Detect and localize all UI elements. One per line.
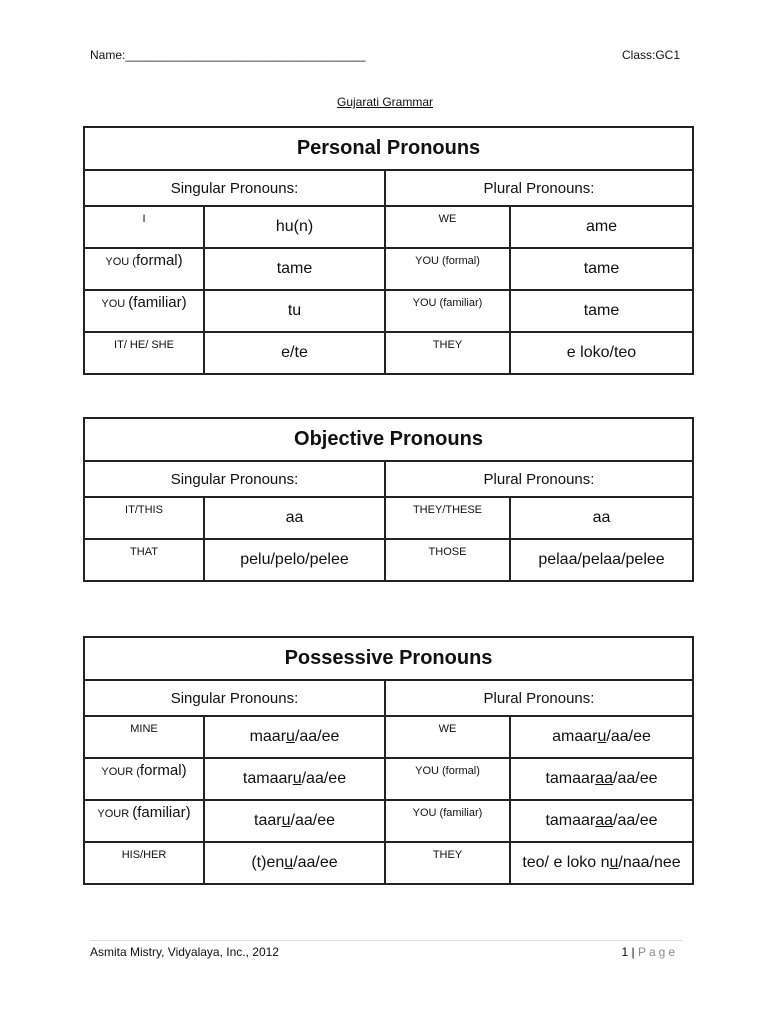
english-cell: THAT bbox=[84, 539, 204, 581]
class-label: Class:GC1 bbox=[621, 48, 680, 62]
english-cell: MINE bbox=[84, 716, 204, 758]
gujarati-part: /aa/ee bbox=[613, 770, 658, 787]
gujarati-cell: pelaa/pelaa/pelee bbox=[510, 539, 693, 581]
gujarati-part: tamaar bbox=[242, 770, 293, 787]
gujarati-part: /naa/nee bbox=[618, 854, 681, 871]
english-cell: YOU (formal) bbox=[385, 758, 510, 800]
gujarati-cell bbox=[510, 758, 693, 800]
gujarati-part: (t)en bbox=[251, 854, 285, 871]
page-word: Page bbox=[637, 945, 678, 959]
table-row bbox=[84, 332, 693, 374]
footer-credit: Asmita Mistry, Vidyalaya, Inc., 2012 bbox=[90, 945, 279, 959]
gujarati-cell bbox=[510, 842, 693, 884]
name-field-label: Name:____________________________________ bbox=[90, 48, 366, 62]
gujarati-underlined: u bbox=[292, 770, 302, 787]
gujarati-underlined: aa bbox=[595, 770, 614, 787]
table-title: Personal Pronouns bbox=[84, 127, 693, 170]
gujarati-underlined: u bbox=[609, 854, 619, 871]
table-row bbox=[84, 800, 693, 842]
plural-heading: Plural Pronouns: bbox=[385, 461, 693, 497]
page-number: 1 bbox=[621, 945, 629, 959]
english-cell: YOU (formal) bbox=[385, 248, 510, 290]
gujarati-part: amaar bbox=[552, 728, 598, 745]
gujarati-part: /aa/ee bbox=[301, 770, 347, 787]
english-cell: IT/ HE/ SHE bbox=[84, 332, 204, 374]
english-cell bbox=[84, 800, 204, 842]
gujarati-part: /aa/ee bbox=[613, 812, 658, 829]
gujarati-cell: tame bbox=[510, 290, 693, 332]
gujarati-cell: hu(n) bbox=[204, 206, 385, 248]
english-cell bbox=[84, 290, 204, 332]
english-cell: THEY/THESE bbox=[385, 497, 510, 539]
table-title: Possessive Pronouns bbox=[84, 637, 693, 680]
english-cell: THOSE bbox=[385, 539, 510, 581]
table-row bbox=[84, 206, 693, 248]
plural-heading: Plural Pronouns: bbox=[385, 170, 693, 206]
gujarati-part: /aa/ee bbox=[606, 728, 651, 745]
gujarati-part: maar bbox=[249, 728, 287, 745]
document-title: Gujarati Grammar bbox=[336, 95, 434, 109]
gujarati-underlined: u bbox=[597, 728, 607, 745]
english-part: YOU ( bbox=[105, 256, 136, 268]
gujarati-underlined: u bbox=[286, 728, 295, 745]
gujarati-underlined: u bbox=[284, 854, 294, 871]
table-row bbox=[84, 842, 693, 884]
gujarati-cell bbox=[510, 800, 693, 842]
personal-pronouns-table bbox=[83, 126, 694, 375]
gujarati-part: taar bbox=[254, 812, 282, 829]
english-cell: WE bbox=[385, 716, 510, 758]
gujarati-cell bbox=[204, 716, 385, 758]
english-part: formal) bbox=[139, 762, 187, 779]
english-cell: THEY bbox=[385, 332, 510, 374]
english-cell: YOU (familiar) bbox=[385, 800, 510, 842]
gujarati-part: tamaar bbox=[545, 770, 596, 787]
english-part: (familiar) bbox=[132, 804, 191, 821]
gujarati-cell: ame bbox=[510, 206, 693, 248]
gujarati-cell: aa bbox=[510, 497, 693, 539]
plural-heading: Plural Pronouns: bbox=[385, 680, 693, 716]
singular-heading: Singular Pronouns: bbox=[84, 680, 385, 716]
gujarati-cell: tame bbox=[510, 248, 693, 290]
table-row bbox=[84, 497, 693, 539]
english-cell: IT/THIS bbox=[84, 497, 204, 539]
gujarati-cell: pelu/pelo/pelee bbox=[204, 539, 385, 581]
gujarati-cell: tu bbox=[204, 290, 385, 332]
gujarati-cell: e/te bbox=[204, 332, 385, 374]
gujarati-underlined: u bbox=[281, 812, 291, 829]
gujarati-cell bbox=[204, 842, 385, 884]
singular-heading: Singular Pronouns: bbox=[84, 170, 385, 206]
gujarati-part: /aa/ee bbox=[290, 812, 335, 829]
english-cell bbox=[84, 758, 204, 800]
table-row bbox=[84, 290, 693, 332]
gujarati-cell bbox=[510, 716, 693, 758]
gujarati-part: tamaar bbox=[545, 812, 596, 829]
gujarati-cell: e loko/teo bbox=[510, 332, 693, 374]
gujarati-cell: tame bbox=[204, 248, 385, 290]
table-row bbox=[84, 758, 693, 800]
english-part: formal) bbox=[135, 252, 183, 269]
gujarati-part: /aa/ee bbox=[294, 728, 340, 745]
gujarati-cell bbox=[204, 800, 385, 842]
gujarati-part: teo/ e loko n bbox=[522, 854, 610, 871]
page-indicator bbox=[621, 945, 678, 959]
table-row bbox=[84, 716, 693, 758]
english-part: YOUR ( bbox=[101, 766, 140, 778]
table-row bbox=[84, 248, 693, 290]
english-part: YOUR bbox=[97, 808, 133, 820]
table-title: Objective Pronouns bbox=[84, 418, 693, 461]
gujarati-cell: aa bbox=[204, 497, 385, 539]
english-cell: YOU (familiar) bbox=[385, 290, 510, 332]
possessive-pronouns-table bbox=[83, 636, 694, 885]
english-cell: THEY bbox=[385, 842, 510, 884]
english-cell: I bbox=[84, 206, 204, 248]
english-cell bbox=[84, 248, 204, 290]
gujarati-cell bbox=[204, 758, 385, 800]
english-cell: WE bbox=[385, 206, 510, 248]
singular-heading: Singular Pronouns: bbox=[84, 461, 385, 497]
footer-divider bbox=[90, 940, 682, 941]
page-separator: | bbox=[628, 945, 638, 959]
objective-pronouns-table bbox=[83, 417, 694, 582]
gujarati-part: /aa/ee bbox=[293, 854, 338, 871]
english-cell: HIS/HER bbox=[84, 842, 204, 884]
table-row bbox=[84, 539, 693, 581]
english-part: YOU bbox=[101, 298, 129, 310]
gujarati-underlined: aa bbox=[595, 812, 614, 829]
english-part: (familiar) bbox=[128, 294, 187, 311]
